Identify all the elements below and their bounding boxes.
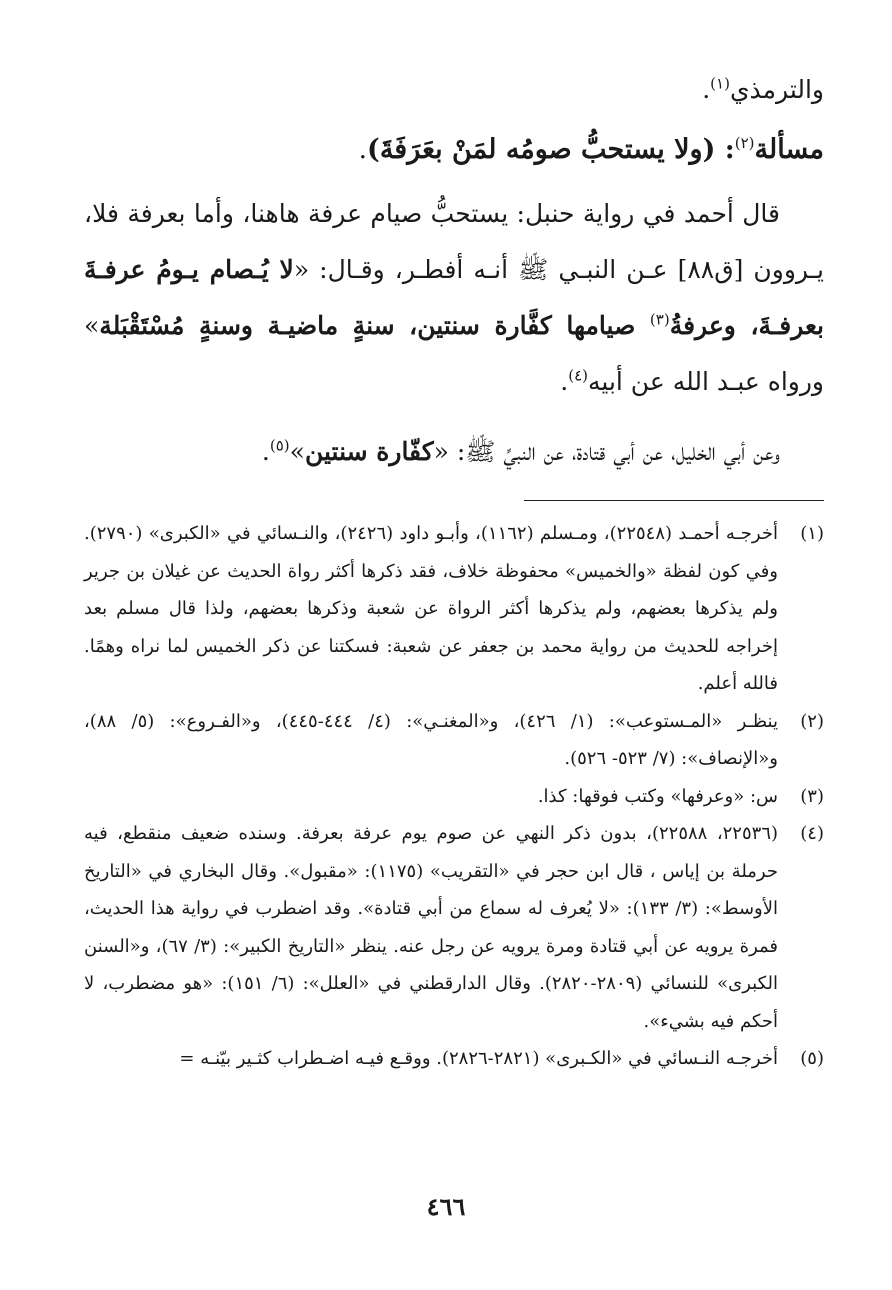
footnote-number: (٥): [800, 1048, 824, 1069]
page-number: ٤٦٦: [426, 1192, 466, 1221]
para1-text-a: قال أحمد في رواية حنبل: يستحبُّ صيام عرفة هاهنا، وأما بعرفة فلا، يـروون [ق٨٨] عـن النبـي ﷺ أنـه أفطـر، وقـال: «: [84, 199, 824, 284]
period: .: [702, 75, 711, 104]
footnote-separator: [524, 500, 824, 501]
opening-text: والترمذي: [729, 75, 824, 104]
footnote-4: [84, 815, 824, 1040]
paragraph-1: [84, 186, 824, 410]
footnote-ref-5[interactable]: (٥): [269, 436, 290, 455]
period: .: [358, 134, 368, 165]
footnote-5: [84, 1040, 824, 1078]
period: .: [261, 437, 270, 466]
colon: :: [715, 134, 735, 165]
main-text: [84, 62, 824, 480]
page-content: [84, 62, 824, 1078]
masala-label: مسألة: [754, 134, 824, 165]
opening-line: [84, 62, 824, 118]
footnote-number: (٣): [800, 785, 824, 807]
masala-heading: [84, 122, 824, 178]
footnote-text: (٢٢٥٣٦، ٢٢٥٨٨)، بدون ذكر النهي عن صوم يوم عرفة بعرفة. وسنده ضعيف منقطع، فيه حرملة بن إياس ، قال ابن حجر في «التقريب» (١١٧٥): «مقبول». وقال البخاري في «التاريخ الأوسط»: (٣/ ١٣٣): «لا يُعرف له سماع من أبي قتادة». وقد اضطرب في رواية هذا الحديث، فمرة يرويه عن أبي قتادة ومرة يرويه عن رجل عنه. ينظر «التاريخ الكبير»: (٣/ ٦٧)، و«السنن الكبرى» للنسائي (٢٨٠٩-٢٨٢٠). وقال الدارقطني في «العلل»: (٦/ ١٥١): «هو مضطرب، لا أحكم فيه بشيء».: [84, 823, 779, 1032]
footnote-number: (٤): [800, 823, 824, 844]
footnote-ref-3[interactable]: (٣): [649, 310, 670, 329]
footnote-1: [84, 515, 824, 703]
footnote-text: س: «وعرفها» وكتب فوقها: كذا.: [537, 785, 778, 807]
masala-text: (ولا يستحبُّ صومُه لمَنْ بعَرَفَةَ): [367, 134, 716, 165]
footnotes: [84, 515, 824, 1078]
footnote-ref-4[interactable]: (٤): [568, 366, 588, 385]
footnote-ref-1[interactable]: (١): [710, 74, 730, 93]
paragraph-2: [84, 424, 824, 480]
footnote-3: [84, 778, 824, 816]
hadith-quote-1a: لا يُـصام يـومُ عرفـةَ بعرفـةَ، وعرفةُ: [84, 255, 825, 340]
para2-text-b: »: [289, 437, 305, 466]
footnote-text: أخرجـه أحمـد (٢٢٥٤٨)، ومـسلم (١١٦٢)، وأبـو داود (٢٤٢٦)، والنـسائي في «الكبرى» (٢٧٩٠). وفي كون لفظة «والخميس» محفوظة خلاف، فقد ذكرها أكثر رواة الحديث عن غيلان بن جرير ولم يذكرها بعضهم، ولم يذكرها أكثر الرواة عن شعبة وذكرها بعضهم، ولذا قال مسلم بعد إخراجه للحديث من رواية محمد بن جعفر عن شعبة: فسكتنا عن ذكر الخميس لما نراه وهمًا. فالله أعلم.: [84, 523, 778, 694]
period: .: [560, 367, 569, 396]
footnote-text: ينظـر «المـستوعب»: (١/ ٤٢٦)، و«المغنـي»: (٤/ ٤٤٤-٤٤٥)، و«الفـروع»: (٥/ ٨٨)، و«الإنصاف»: (٧/ ٥٢٣- ٥٢٦).: [84, 710, 778, 769]
footnote-text: أخرجـه النـسائي في «الكـبرى» (٢٨٢١-٢٨٢٦). ووقـع فيـه اضـطراب كثـير بيّنـه =: [179, 1048, 778, 1069]
para1-text-b: » ورواه عبـد الله عن أبيه: [84, 311, 824, 396]
footnote-ref-2[interactable]: (٢): [734, 134, 755, 152]
para2-text-a: وعن أبي الخليل، عن أبي قتادة، عن النبيِّ ﷺ: «: [433, 437, 780, 466]
hadith-quote-2: كفّارة سنتين: [304, 437, 434, 466]
hadith-quote-1b: صيامها كفَّارة سنتين، سنةٍ ماضيـة وسنةٍ مُسْتَقْبَلة: [99, 311, 650, 340]
footnote-number: (١): [800, 523, 824, 544]
footnote-2: [84, 703, 824, 778]
footnote-number: (٢): [800, 710, 824, 732]
